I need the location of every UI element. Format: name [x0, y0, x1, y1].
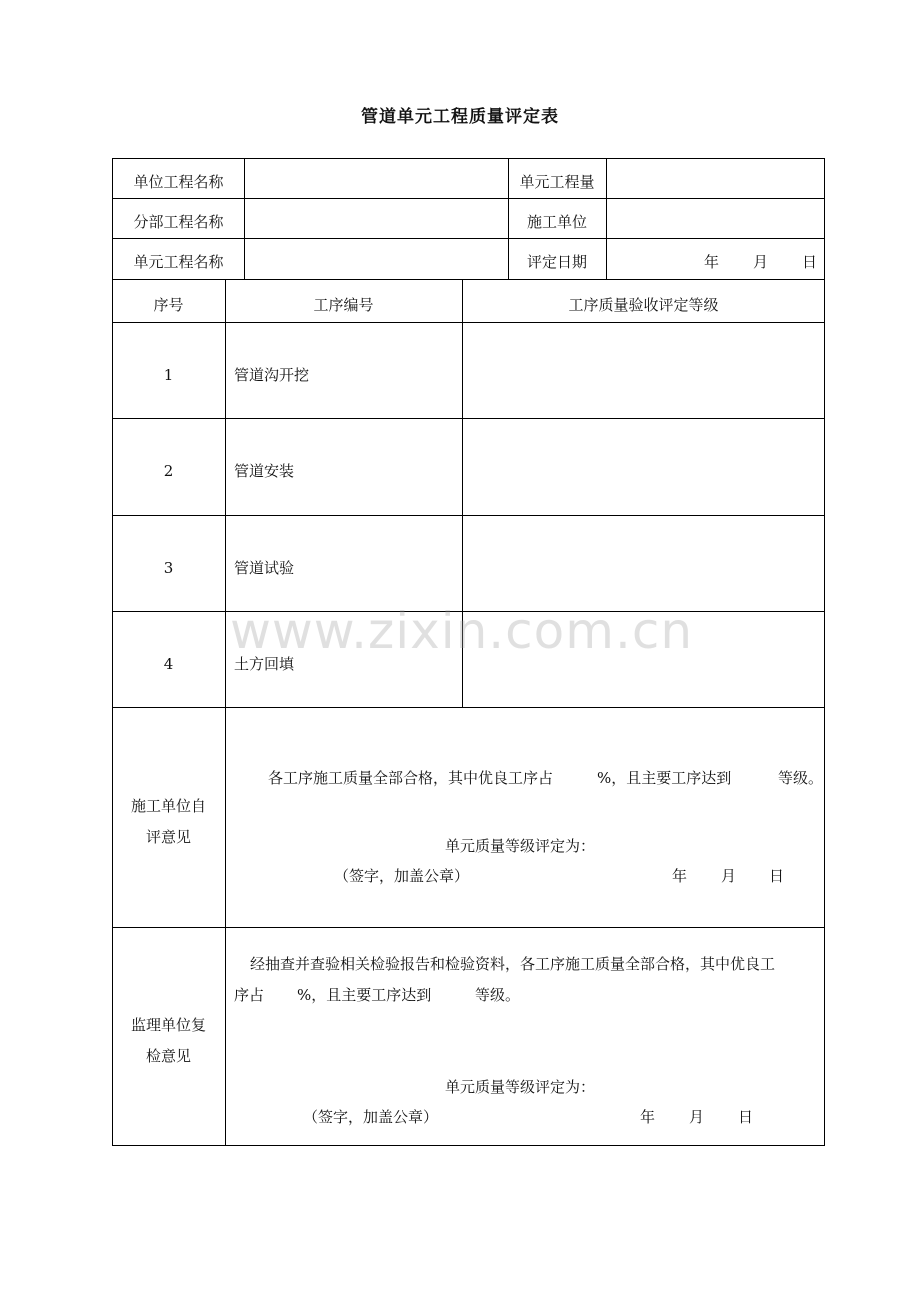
construction-unit-label: 施工单位 — [526, 213, 587, 231]
row-number: 3 — [163, 559, 174, 577]
division-project-label: 分部工程名称 — [133, 213, 224, 231]
supervisor-eval-label: 监理单位复 — [130, 1016, 206, 1034]
eval-date-month: 月 — [753, 253, 769, 271]
eval-date-day: 日 — [802, 253, 818, 271]
row-divider — [112, 418, 825, 419]
supervisor-eval-text: 等级。 — [475, 986, 521, 1004]
process-name: 土方回填 — [234, 655, 295, 673]
supervisor-eval-month: 月 — [689, 1108, 705, 1126]
process-name: 管道安装 — [234, 462, 295, 480]
supervisor-eval-conclusion: 单元质量等级评定为： — [445, 1078, 596, 1096]
self-eval-text: 各工序施工质量全部合格，其中优良工序占 — [268, 769, 554, 787]
row-divider — [112, 238, 825, 239]
row-number: 1 — [163, 366, 174, 384]
self-eval-conclusion: 单元质量等级评定为： — [445, 837, 596, 855]
eval-date-label: 评定日期 — [526, 253, 587, 271]
unit-project-label: 单位工程名称 — [133, 173, 224, 191]
supervisor-eval-signature: （签字，加盖公章） — [303, 1108, 439, 1126]
row-number: 4 — [163, 655, 174, 673]
column-header-process: 工序编号 — [313, 296, 374, 314]
self-eval-label: 评意见 — [145, 828, 191, 846]
column-divider — [225, 279, 226, 1146]
self-eval-signature: （签字，加盖公章） — [334, 867, 470, 885]
supervisor-eval-label: 检意见 — [145, 1047, 191, 1065]
self-eval-text: %，且主要工序达到 — [597, 769, 732, 787]
row-divider — [112, 927, 825, 928]
supervisor-eval-day: 日 — [738, 1108, 754, 1126]
supervisor-eval-text: 经抽查并查验相关检验报告和检验资料，各工序施工质量全部合格，其中优良工 — [250, 955, 776, 973]
form-title: 管道单元工程质量评定表 — [361, 107, 559, 127]
watermark: www.zixin.com.cn — [230, 602, 694, 660]
eval-date-year: 年 — [704, 253, 720, 271]
self-eval-month: 月 — [721, 867, 737, 885]
row-divider — [112, 198, 825, 199]
self-eval-text: 等级。 — [778, 769, 824, 787]
process-name: 管道沟开挖 — [234, 366, 310, 384]
process-name: 管道试验 — [234, 559, 295, 577]
supervisor-eval-text: %，且主要工序达到 — [297, 986, 432, 1004]
column-header-seq: 序号 — [153, 296, 184, 314]
row-divider — [112, 515, 825, 516]
self-eval-day: 日 — [769, 867, 785, 885]
element-quantity-label: 单元工程量 — [519, 173, 595, 191]
element-project-label: 单元工程名称 — [133, 253, 224, 271]
self-eval-year: 年 — [672, 867, 688, 885]
row-divider — [112, 707, 825, 708]
self-eval-label: 施工单位自 — [130, 797, 206, 815]
column-header-grade: 工序质量验收评定等级 — [568, 296, 719, 314]
supervisor-eval-year: 年 — [640, 1108, 656, 1126]
supervisor-eval-text: 序占 — [234, 986, 265, 1004]
row-number: 2 — [163, 462, 174, 480]
column-divider — [606, 158, 607, 279]
row-divider — [112, 322, 825, 323]
row-divider — [112, 279, 825, 280]
